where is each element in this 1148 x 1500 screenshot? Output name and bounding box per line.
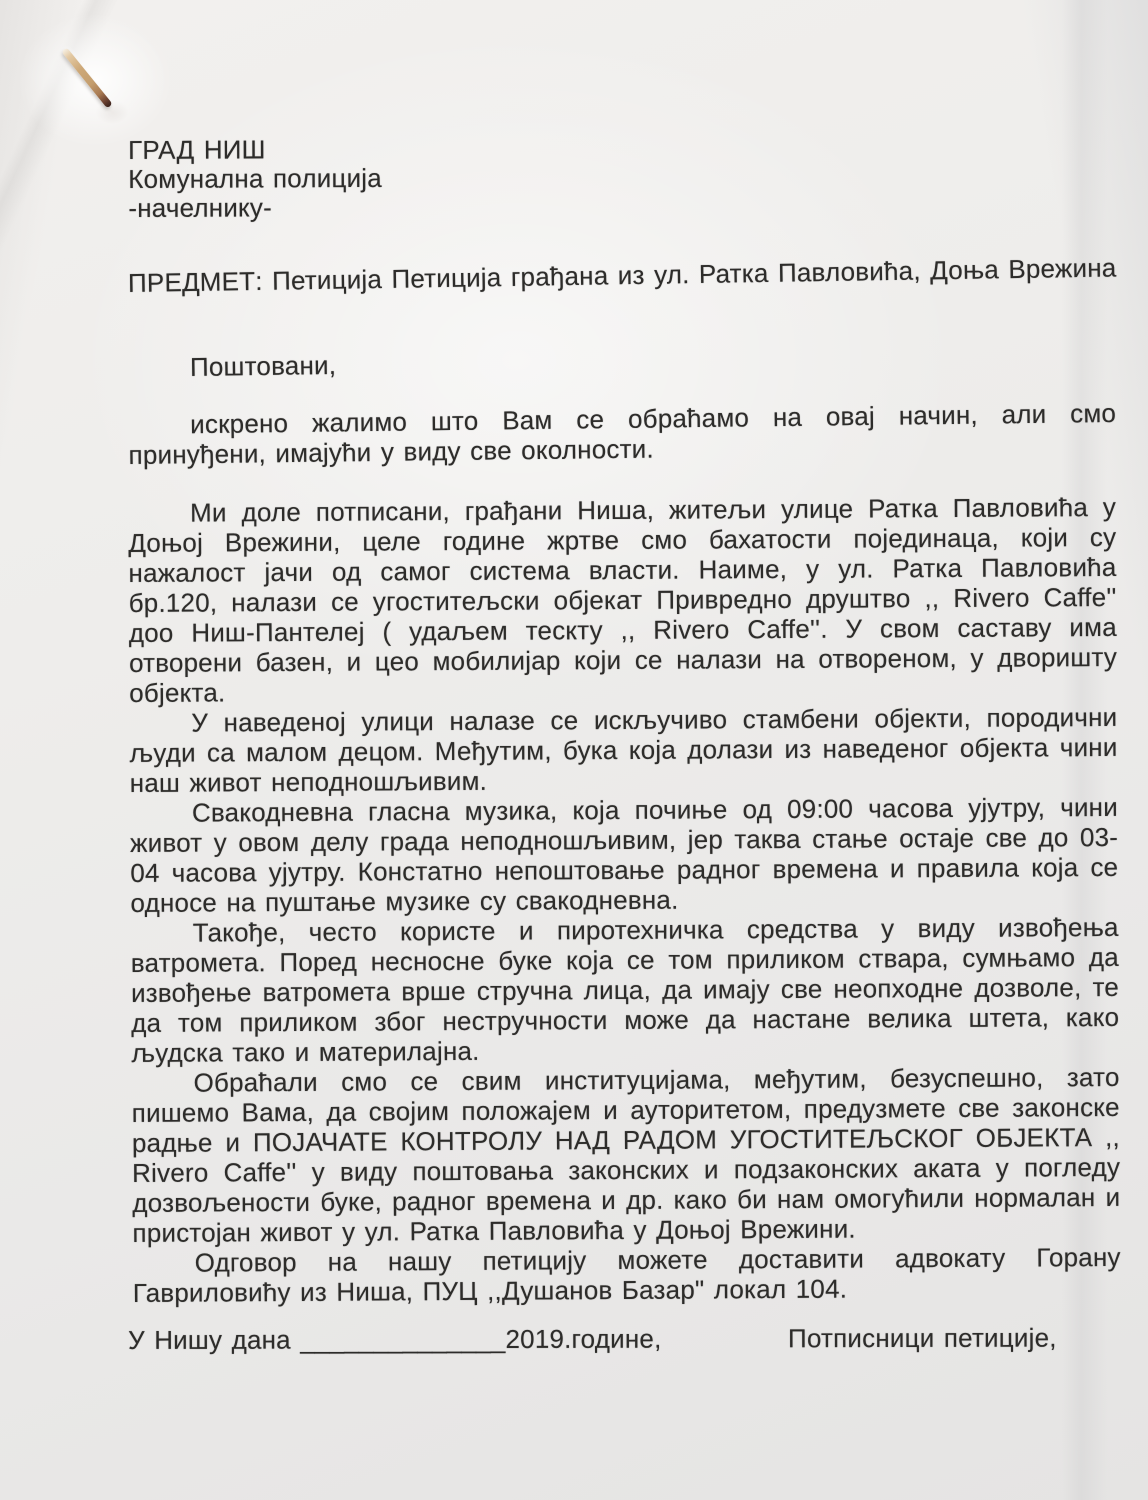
subject-line: ПРЕДМЕТ: Петиција Петиција грађана из ул. Ратка Павловића, Доња Врежина xyxy=(127,252,1117,298)
recipient-block xyxy=(128,135,382,223)
recipient-line-addressee: -начелнику- xyxy=(128,192,273,223)
paragraph-fireworks: Такође, често користе и пиротехничка средства у виду извођења ватромета. Поред несносне буке која се том приликом ствара, сумњамо да извођење ватромета врше стручна лица, да имају све неопходне дозволе, те да том приликом због нестручности може да настане велика штета, како људска тако и материлајна. xyxy=(130,911,1120,1068)
paragraph-signatories: Ми доле потписани, грађани Ниша, житељи улице Ратка Павловића у Доњој Врежини, целе године жртве смо бахатости појединаца, који су нажалост јачи од самог система власти. Наиме, у ул. Ратка Павловића бр.120, налази се угоститељски објекат Привредно друштво ,, Rivero Caffe'' доо Ниш-Пантелеј ( удаљем тескту ,, Rivero Caffe''. У свом саставу има отворени базен, и цео мобилијар који се налази на отвореном, у дворишту објекта. xyxy=(128,491,1118,708)
paragraph-reply-address: Одговор на нашу петицију можете доставити адвокату Горану Гавриловићу из Ниша, ПУЦ ,,Душанов Базар" локал 104. xyxy=(132,1241,1121,1308)
paragraph-residential-street: У наведеној улици налазе се искључиво стамбени објекти, породични људи са малом децом. Међутим, бука која долази из наведеног објекта чини наш живот неподношљивим. xyxy=(129,701,1118,798)
paper-fastener-pin-icon xyxy=(61,47,112,108)
recipient-line-department: Комунална полиција xyxy=(128,162,382,194)
paragraph-request-control: Обраћали смо се свим институцијама, међутим, безуспешно, зато пишемо Вама, да својим положајем и ауторитетом, предузмете све законске радње и ПОЈАЧАТЕ КОНТРОЛУ НАД РАДОМ УГОСТИТЕЉСКОГ ОБЈЕКТА ,, Rivero Caffe'' у виду поштовања законских и подзаконских аката у погледу дозвољености буке, радног времена и др. како би нам омогућили нормалан и пристојан живот у ул. Ратка Павловића у Доњој Врежини. xyxy=(131,1061,1121,1248)
salutation: Поштовани, xyxy=(189,349,337,382)
paragraphs-block xyxy=(128,492,1121,1308)
closing-date-line: У Нишу дана ______________2019.године, xyxy=(128,1323,662,1355)
closing-signature-label: Потписници петиције, xyxy=(787,1322,1057,1354)
paragraph-loud-music: Свакодневна гласна музика, која почиње од 09:00 часова ујутру, чини живот у овом делу града неподношљивим, јер таква стање остаје све до 03-04 часова ујутру. Констатно непоштовање радног времена и правила која се односе на пуштање музике су свакодневна. xyxy=(130,791,1119,918)
recipient-line-city: ГРАД НИШ xyxy=(127,134,266,165)
paragraph-intro: искрено жалимо што Вам се обраћамо на овај начин, али смо принуђени, имајући у виду све околности. xyxy=(128,397,1117,470)
closing-block xyxy=(128,1322,1116,1355)
